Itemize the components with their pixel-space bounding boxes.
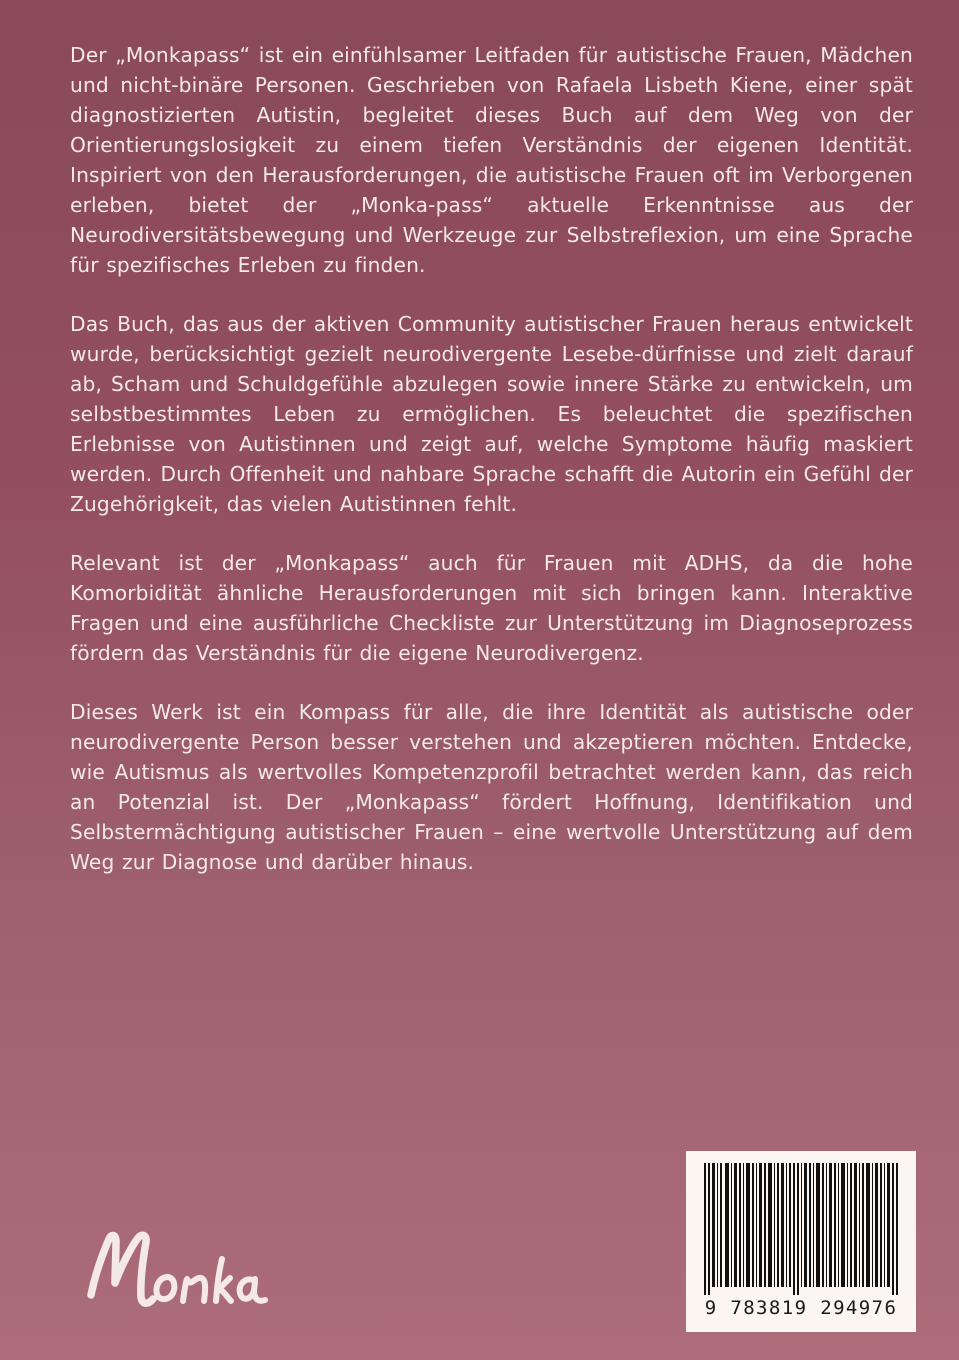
publisher-logo <box>85 1225 280 1325</box>
blurb-paragraph-1: Der „Monkapass“ ist ein einfühlsamer Leitfaden für autistische Frauen, Mädchen und nicht-binäre Personen. Geschrieben von Rafaela Lisbeth Kiene, einer spät diagnostizierten Autistin, begleitet dieses Buch auf dem Weg von der Orientierungslosigkeit zu einem tiefen Verständnis der eigenen Identität. Inspiriert von den Herausforderungen, die autistische Frauen oft im Verborgenen erleben, bietet der „Monka-pass“ aktuelle Erkenntnisse aus der Neurodiversitätsbewegung und Werkzeuge zur Selbstreflexion, um eine Sprache für spezifisches Erleben zu finden. <box>70 43 913 277</box>
isbn-barcode <box>686 1151 916 1332</box>
barcode-icon <box>700 1163 902 1295</box>
isbn-number: 9 783819 294976 <box>704 1297 898 1319</box>
back-cover-blurb <box>70 40 913 906</box>
monka-logo-icon <box>85 1225 280 1325</box>
blurb-paragraph-2: Das Buch, das aus der aktiven Community autistischer Frauen heraus entwickelt wurde, berücksichtigt gezielt neurodivergente Lesebe-dürfnisse und zielt darauf ab, Scham und Schuldgefühle abzulegen sowie innere Stärke zu entwickeln, um selbstbestimmtes Leben zu ermöglichen. Es beleuchtet die spezifischen Erlebnisse von Autistinnen und zeigt auf, welche Symptome häufig maskiert werden. Durch Offenheit und nahbare Sprache schafft die Autorin ein Gefühl der Zugehörigkeit, das vielen Autistinnen fehlt. <box>70 312 913 516</box>
blurb-paragraph-4: Dieses Werk ist ein Kompass für alle, die ihre Identität als autistische oder neurodivergente Person besser verstehen und akzeptieren möchten. Entdecke, wie Autismus als wertvolles Kompetenzprofil betrachtet werden kann, das reich an Potenzial ist. Der „Monkapass“ fördert Hoffnung, Identifikation und Selbstermächtigung autistischer Frauen – eine wertvolle Unterstützung auf dem Weg zur Diagnose und darüber hinaus. <box>70 700 913 874</box>
blurb-paragraph-3: Relevant ist der „Monkapass“ auch für Frauen mit ADHS, da die hohe Komorbidität ähnliche Herausforderungen mit sich bringen kann. Interaktive Fragen und eine ausführliche Checkliste zur Unterstützung im Diagnoseprozess fördern das Verständnis für die eigene Neurodivergenz. <box>70 551 913 665</box>
